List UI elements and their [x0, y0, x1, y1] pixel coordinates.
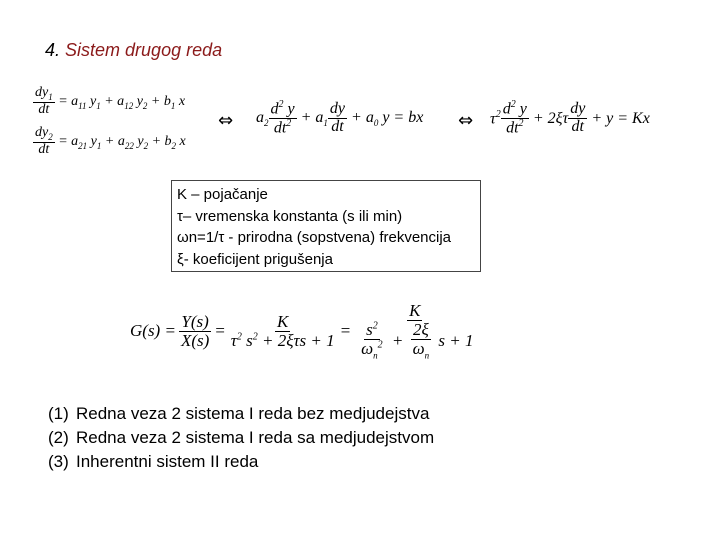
equivalence-arrow-2: ⇔	[458, 110, 474, 131]
normalized-ode: $\tau^2$ $\frac{d^2 y}{dt^2}$ + 2ξτ $\frac{dy}{dt}$ + y = Kx	[490, 99, 650, 137]
definition-gain: K – pojačanje	[177, 186, 268, 203]
slide-title	[45, 40, 222, 61]
title-number: 4.	[45, 40, 61, 60]
list-item: (1) Redna veza 2 sistema I reda bez medjudejstva	[48, 404, 430, 423]
equivalence-arrow-1: ⇔	[218, 110, 234, 131]
title-text: Sistem drugog reda	[65, 40, 223, 60]
list-item: (2) Redna veza 2 sistema I reda sa medjudejstvom	[48, 428, 435, 447]
definition-time-constant: τ– vremenska konstanta (s ili min)	[177, 207, 403, 225]
equation-1: $\frac{dy_1}{dt}$ = $a_{11}$ $y_1 + a_{12}$ $y_2 + b_1$ x	[35, 85, 186, 118]
first-order-system	[33, 82, 186, 162]
definitions-box	[171, 180, 481, 272]
second-order-ode: $a_2$ $\frac{d^2 y}{dt^2}$ + $a_1$ $\frac{dy}{dt}$ + $a_0$ y = bx	[256, 99, 424, 137]
transfer-function: G(s) = $\frac{Y(s)}{X(s)}$ = $\frac{K}{\tau^2 s^2 + 2\xi\tau s + 1}$ = K $\frac{s^2}{\omega_n^2}$ + $\frac{2\xi}{\omega_n}$ s + 1	[130, 301, 474, 361]
definition-natural-frequency: ωn=1/τ - prirodna (sopstvena) frekvencija	[177, 229, 452, 246]
system-types-list	[48, 402, 434, 474]
definition-damping: ξ- koeficijent prigušenja	[177, 250, 333, 268]
list-item: (3) Inherentni sistem II reda	[48, 452, 259, 471]
equation-2: $\frac{dy_2}{dt}$ = $a_{21}$ $y_1 + a_{22}$ $y_2 + b_2$ x	[35, 125, 186, 158]
